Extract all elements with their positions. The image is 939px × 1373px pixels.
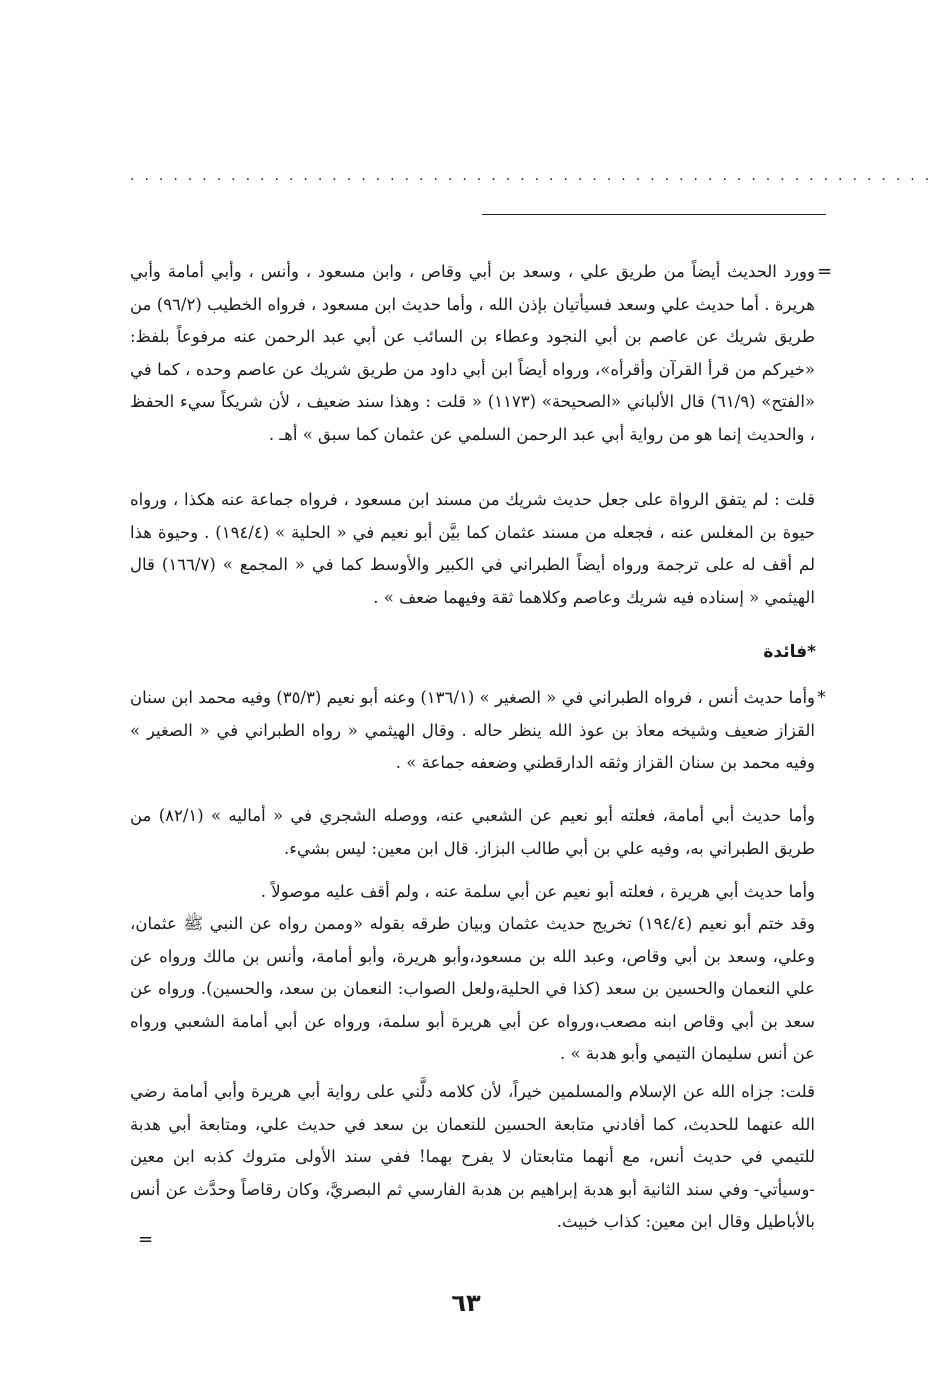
body-paragraph-4 — [130, 908, 815, 1071]
footnote-text-1: وورد الحديث أيضاً من طريق علي ، وسعد بن أبي وقاص ، وابن مسعود ، وأنس ، وأبي أمامة وأبي هريرة . أما حديث علي وسعد فسيأتيان بإذن الله ، وأما حديث ابن مسعود ، فرواه الخطيب (٩٦/٢) من طريق شريك عن عاصم بن أبي النجود وعطاء بن السائب عن أبي عبد الرحمن عنه مرفوعاً بلفظ: «خيركم من قرأ القرآن وأقرأه»، ورواه أيضاً ابن أبي داود من طريق شريك عن عاصم وحده ، كما في «الفتح» (٦١/٩) قال الألباني «الصحيحة» (١١٧٣) « قلت : وهذا سند ضعيف ، لأن شريكاً سيء الحفظ ، والحديث إنما هو من رواية أبي عبد الرحمن السلمي عن عثمان كما سبق » أهـ . — [130, 262, 816, 444]
section-heading: *فائدة — [763, 642, 816, 662]
body-paragraph-1 — [130, 682, 815, 780]
body-text-3: وأما حديث أبي هريرة ، فعلته أبو نعيم عن أبي سلمة عنه ، ولم أقف عليه موصولاً . — [260, 882, 815, 901]
continuation-mark-bottom: = — [138, 1229, 154, 1250]
star-marker: * — [817, 687, 826, 708]
footnote-text-2: قلت : لم يتفق الرواة على جعل حديث شريك من مسند ابن مسعود ، فرواه جماعة عنه هكذا ، ورواه حيوة بن المغلس عنه ، فجعله من مسند عثمان كما بيَّن أبو نعيم في « الحلية » (١٩٤/٤) . وحيوة هذا لم أقف له على ترجمة ورواه أيضاً الطبراني في الكبير والأوسط كما في « المجمع » (١٦٦/٧) قال الهيثمي « إسناده فيه شريك وعاصم وكلاهما ثقة وفيهما ضعف » . — [130, 490, 815, 607]
body-text-4: وقد ختم أبو نعيم (١٩٤/٤) تخريج حديث عثمان وبيان طرقه بقوله «وممن رواه عن النبي ﷺ عثمان، وعلي، وسعد بن أبي وقاص، وعبد الله بن مسعود،وأبو هريرة، وأبو أمامة، وأنس بن مالك ورواه عن علي النعمان والحسين بن سعد (كذا في الحلية،ولعل الصواب: النعمان بن سعد، والحسين). ورواه عن سعد بن أبي وقاص ابنه مصعب،ورواه عن أبي هريرة أبو سلمة، ورواه عن أبي أمامة الشعبي ورواه عن أنس سليمان التيمي وأبو هدبة » . — [130, 914, 815, 1063]
footnote-paragraph-2 — [130, 484, 815, 614]
body-paragraph-3 — [130, 876, 815, 909]
page-number: ٦٣ — [451, 1289, 481, 1317]
body-text-1: وأما حديث أنس ، فرواه الطبراني في « الصغير » (١٣٦/١) وعنه أبو نعيم (٣٥/٣) وفيه محمد ابن سنان القزاز ضعيف وشيخه معاذ بن عوذ الله ينظر حاله . وقال الهيثمي « رواه الطبراني في « الصغير » وفيه محمد بن سنان القزاز وثقه الدارقطني وضعفه جماعة » . — [130, 688, 815, 772]
body-text-5: قلت: جزاه الله عن الإسلام والمسلمين خيراً، لأن كلامه دلَّني على رواية أبي هريرة وأبي أمامة رضي الله عنهما للحديث، كما أفادني متابعة الحسين للنعمان بن سعد في حديث علي، ومتابعة أبي هدبة للتيمي في حديث أنس، مع أنهما متابعتان لا يفرح بهما! ففي سند الأولى متروك كذبه ابن معين -وسيأتي- وفي سند الثانية أبو هدبة إبراهيم بن هدبة الفارسي ثم البصريَّ، وكان رقاصاً وحدَّث عن أنس بالأباطيل وقال ابن معين: كذاب خبيث. — [130, 1082, 815, 1231]
footnote-paragraph-1 — [130, 256, 815, 451]
footnote-rule — [482, 214, 826, 215]
body-paragraph-2 — [130, 800, 815, 865]
dotted-separator: ........................................................ — [130, 168, 939, 184]
body-text-2: وأما حديث أبي أمامة، فعلته أبو نعيم عن الشعبي عنه، ووصله الشجري في « أماليه » (٨٢/١) من طريق الطبراني به، وفيه علي بن أبي طالب البزاز. قال ابن معين: ليس بشيء. — [130, 806, 815, 858]
body-paragraph-5 — [130, 1076, 815, 1239]
continuation-mark-top: = — [817, 261, 833, 282]
